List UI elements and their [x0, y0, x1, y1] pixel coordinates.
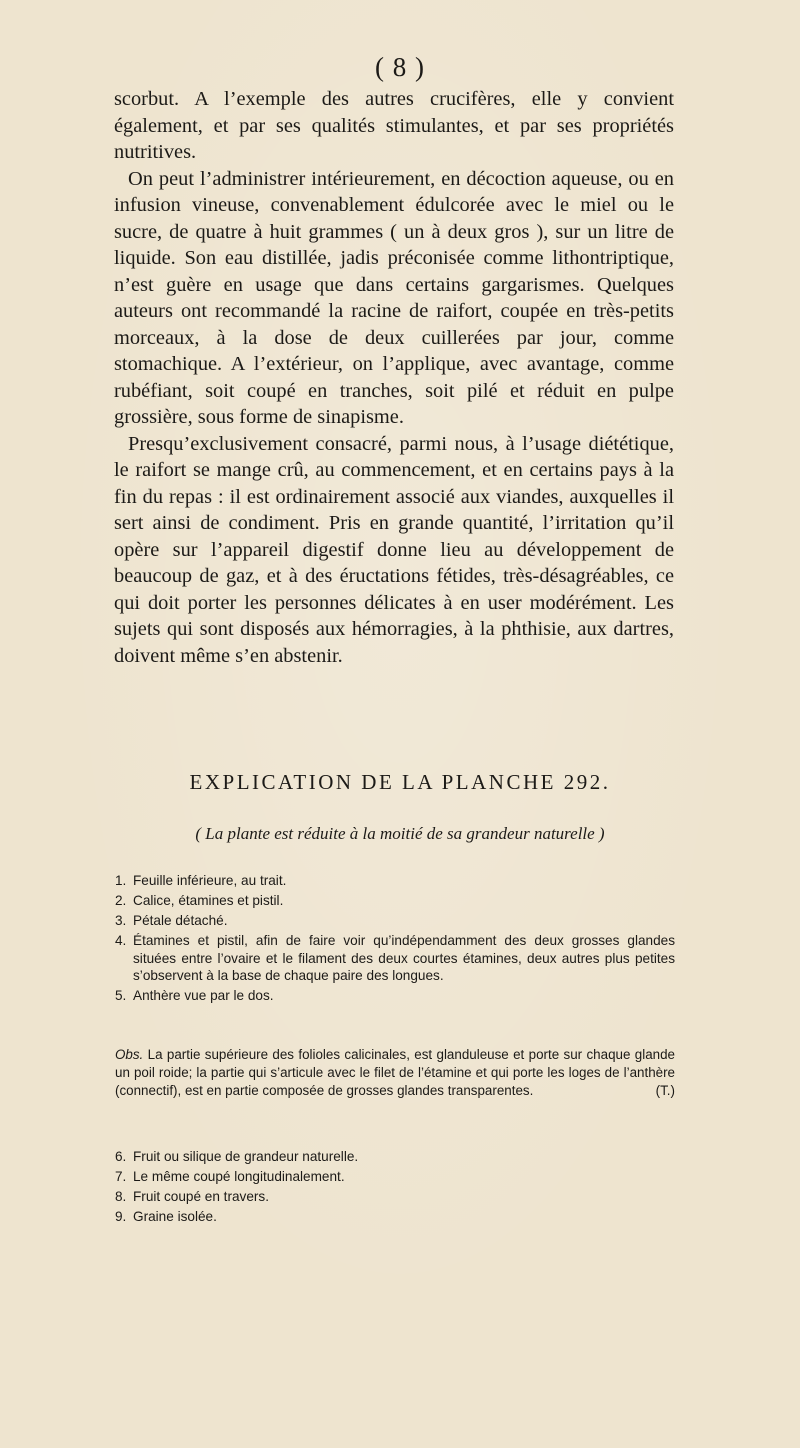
legend-text: Fruit ou silique de grandeur naturelle.: [133, 1149, 359, 1164]
page-number: ( 8 ): [375, 52, 425, 82]
legend-item: [115, 1188, 675, 1206]
legend-item: [115, 1168, 675, 1186]
obs-text: La partie supérieure des folioles calicinales, est glanduleuse et porte sur chaque glande un poil roide; la partie qui s’articule avec le filet de l’étamine et qui porte les loges de l’anthère (connectif), est en partie composée de grosses glandes transparentes.: [115, 1047, 675, 1098]
obs-signature: (T.): [655, 1082, 675, 1098]
legend-text: Étamines et pistil, afin de faire voir qu’indépendamment des deux grosses glandes situées entre l’ovaire et le filament des deux courtes étamines, deux autres plus petites s’observent à la base de chaque paire des longues.: [133, 933, 675, 983]
figure-legend-continued: [115, 1148, 675, 1228]
legend-text: Pétale détaché.: [133, 913, 228, 928]
legend-item: [115, 987, 675, 1005]
legend-item: [115, 892, 675, 910]
legend-number: 8.: [115, 1189, 127, 1204]
legend-item: [115, 932, 675, 985]
legend-number: 4.: [115, 933, 127, 948]
observation-note: [115, 1046, 675, 1099]
legend-number: 3.: [115, 913, 127, 928]
paragraph: Presqu’exclusivement consacré, parmi nous, à l’usage diététique, le raifort se mange crû, au commencement, et en certains pays à la fin du repas : il est ordinairement associé aux viandes, auxquelles il sert ainsi de condiment. Pris en grande quantité, l’irritation qu’il opère sur l’appareil digestif donne lieu au développement de beaucoup de gaz, et à des éructations fétides, très-désagréables, ce qui doit porter les personnes délicates à en user modérément. Les sujets qui sont disposés aux hémorragies, à la phthisie, aux dartres, doivent même s’en abstenir.: [114, 432, 674, 667]
legend-item: [115, 1208, 675, 1226]
legend-text: Le même coupé longitudinalement.: [133, 1169, 345, 1184]
legend-item: [115, 1148, 675, 1166]
legend-number: 7.: [115, 1169, 127, 1184]
figure-legend: [115, 872, 675, 1007]
legend-item: [115, 872, 675, 890]
legend-item: [115, 912, 675, 930]
section-title: EXPLICATION DE LA PLANCHE 292.: [189, 770, 611, 794]
legend-text: Graine isolée.: [133, 1209, 217, 1224]
legend-number: 6.: [115, 1149, 127, 1164]
legend-text: Anthère vue par le dos.: [133, 988, 274, 1003]
legend-text: Feuille inférieure, au trait.: [133, 873, 287, 888]
body-text: [114, 86, 674, 669]
legend-number: 1.: [115, 873, 127, 888]
legend-text: Calice, étamines et pistil.: [133, 893, 284, 908]
legend-text: Fruit coupé en travers.: [133, 1189, 269, 1204]
paragraph: On peut l’administrer intérieurement, en décoction aqueuse, ou en infusion vineuse, convenablement édulcorée avec le miel ou le sucre, de quatre à huit grammes ( un à deux gros ), sur un litre de liquide. Son eau distillée, jadis préconisée comme lithontriptique, n’est guère en usage que dans certains gargarismes. Quelques auteurs ont recommandé la racine de raifort, coupée en très-petits morceaux, à la dose de deux cuillerées par jour, comme stomachique. A l’extérieur, on l’applique, avec avantage, comme rubéfiant, soit coupé en tranches, soit pilé et réduit en pulpe grossière, sous forme de sinapisme.: [114, 167, 674, 428]
paragraph: scorbut. A l’exemple des autres crucifères, elle y convient également, et par ses qualités stimulantes, et par ses propriétés nutritives.: [114, 88, 674, 163]
plate-subtitle: ( La plante est réduite à la moitié de sa grandeur naturelle ): [195, 824, 605, 843]
legend-number: 5.: [115, 988, 127, 1003]
legend-number: 9.: [115, 1209, 127, 1224]
legend-number: 2.: [115, 893, 127, 908]
obs-label: Obs.: [115, 1047, 144, 1062]
